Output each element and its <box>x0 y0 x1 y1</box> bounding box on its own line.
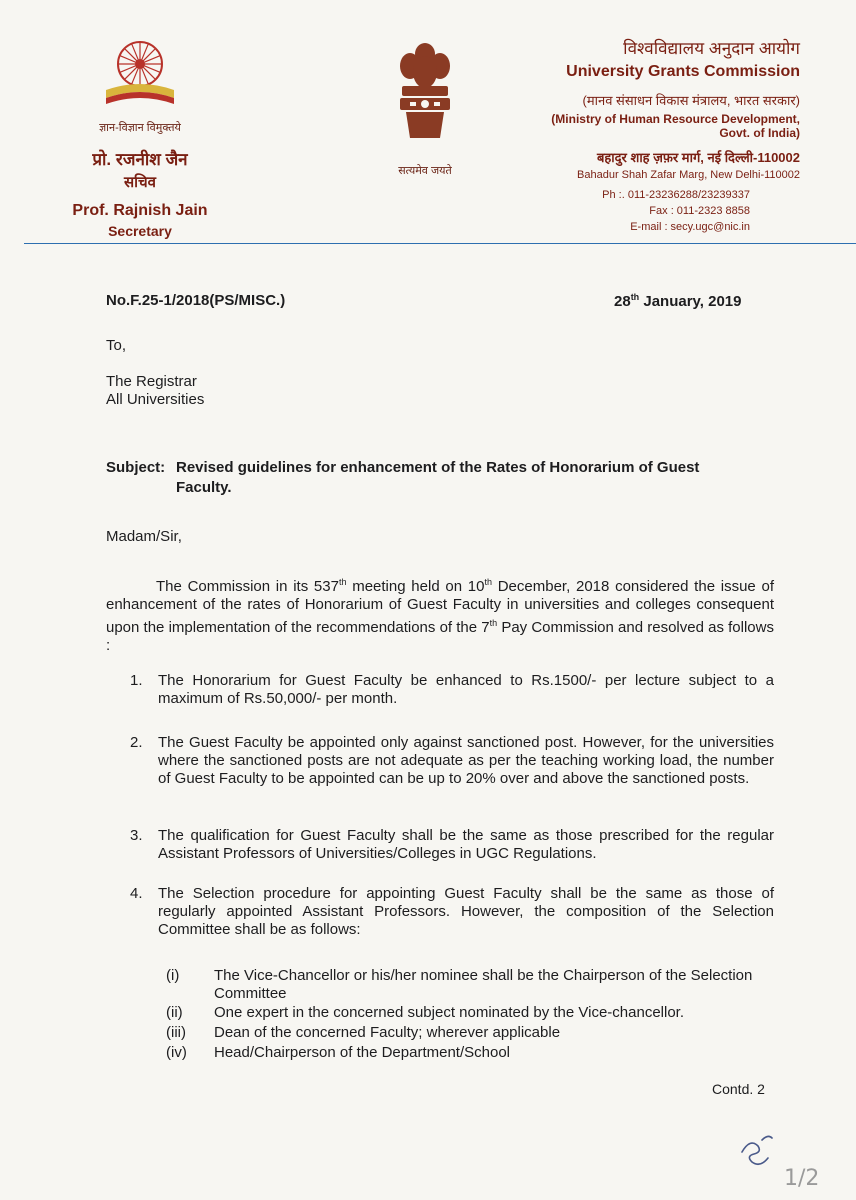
handwritten-initial-signature <box>732 1124 782 1174</box>
ministry-hindi: (मानव संसाधन विकास मंत्रालय, भारत सरकार) <box>582 93 800 108</box>
continued-note: Contd. 2 <box>712 1081 765 1097</box>
address: Bahadur Shah Zafar Marg, New Delhi-110002 <box>577 169 800 181</box>
secretary-name-hindi: प्रो. रजनीश जैन <box>92 150 188 169</box>
subject <box>106 458 786 498</box>
org-name: University Grants Commission <box>566 63 800 80</box>
contact-info <box>520 187 820 235</box>
letter-date: 28th January, 2019 <box>614 292 742 310</box>
recipient-line: The Registrar <box>106 373 197 390</box>
fax: Fax : 011-2323 8858 <box>649 205 750 217</box>
phone: Ph :. 011-23236288/23239337 <box>602 189 750 201</box>
org-name-hindi: विश्वविद्यालय अनुदान आयोग <box>623 39 800 58</box>
motto-text: ज्ञान-विज्ञान विमुक्तये <box>99 122 181 134</box>
ugc-logo-icon <box>98 28 182 118</box>
recipient-line: All Universities <box>106 391 205 408</box>
subject-text-cont: Faculty. <box>176 479 232 496</box>
secretary-name: Prof. Rajnish Jain <box>72 202 208 219</box>
salutation: Madam/Sir, <box>106 528 182 545</box>
to-line: To, <box>106 337 127 354</box>
letterhead-divider <box>24 243 856 244</box>
email: E-mail : secy.ugc@nic.in <box>630 221 750 233</box>
national-emblem <box>380 38 470 178</box>
recipient <box>106 373 204 409</box>
subject-label: Subject: <box>106 459 166 476</box>
secretary-block <box>60 28 220 239</box>
secretary-title-hindi: सचिव <box>124 174 156 191</box>
secretary-title: Secretary <box>108 223 172 239</box>
intro-paragraph: The Commission in its 537th meeting held on 10th December, 2018 considered the issue of enhancement of the rates of Honorarium of Guest Faculty in universities and colleges consequent upon the implementation of the recommendations of the 7th Pay Commission and resolved as follows : <box>106 577 775 654</box>
subject-text: Revised guidelines for enhancement of the Rates of Honorarium of Guest <box>176 459 700 476</box>
organization-block <box>520 36 820 235</box>
reference-number: No.F.25-1/2018(PS/MISC.) <box>106 292 286 309</box>
emblem-motto: सत्यमेव जयते <box>398 165 452 177</box>
lion-capital-emblem-icon <box>392 38 458 156</box>
page-marker: 1/2 <box>784 1166 820 1191</box>
address-hindi: बहादुर शाह ज़फ़र मार्ग, नई दिल्ली-110002 <box>596 150 800 165</box>
ministry: (Ministry of Human Resource Development, Govt. of India) <box>551 112 800 140</box>
